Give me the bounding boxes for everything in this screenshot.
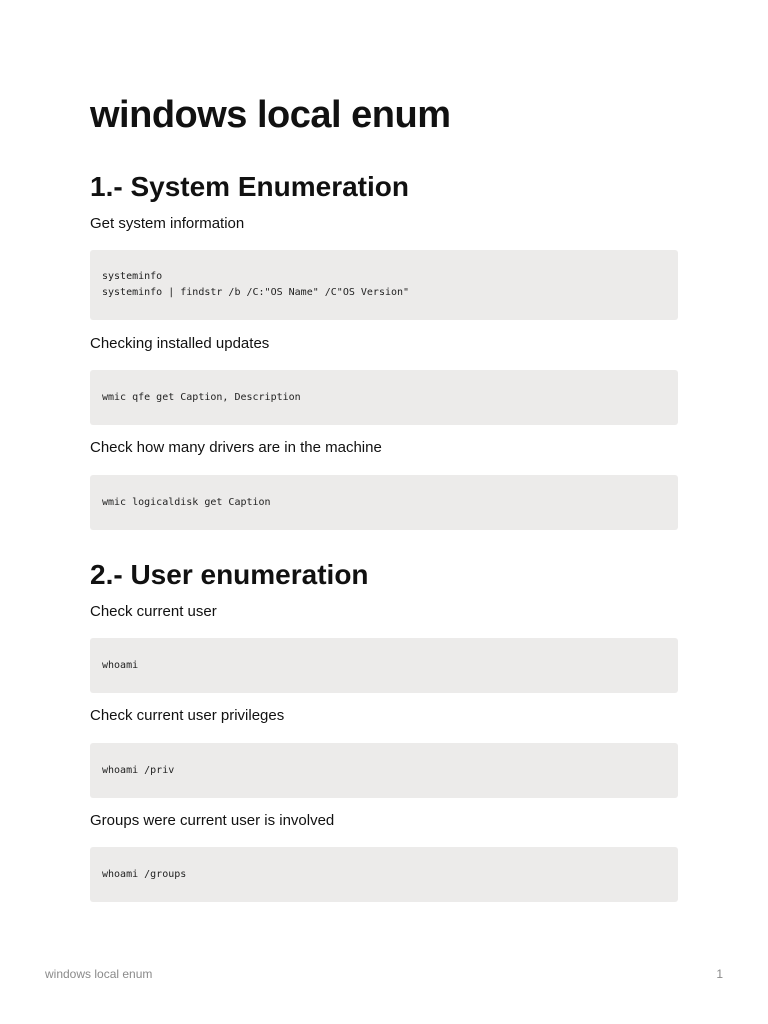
code-block-systeminfo[interactable] <box>90 250 678 320</box>
code-line: wmic qfe get Caption, Description <box>102 391 301 403</box>
paragraph-checking-installed-updates: Checking installed updates <box>90 335 270 352</box>
page-title: windows local enum <box>90 94 451 136</box>
code-block-whoami-groups[interactable] <box>90 847 678 902</box>
footer-document-title: windows local enum <box>45 967 153 981</box>
code-line: whoami <box>102 659 139 671</box>
code-line: whoami /priv <box>102 764 175 776</box>
code-block-whoami-priv[interactable] <box>90 743 678 798</box>
code-block-wmic-qfe[interactable] <box>90 370 678 425</box>
footer-page-number: 1 <box>716 967 723 981</box>
paragraph-groups: Groups were current user is involved <box>90 812 335 829</box>
code-line: systeminfo | findstr /b /C:"OS Name" /C"OS Version" <box>102 287 410 298</box>
code-line: whoami /groups <box>102 868 187 880</box>
paragraph-check-current-user: Check current user <box>90 603 217 620</box>
section-heading-user-enumeration: 2.- User enumeration <box>90 559 369 590</box>
code-block-whoami[interactable] <box>90 638 678 693</box>
paragraph-get-system-information: Get system information <box>90 215 245 232</box>
section-heading-system-enumeration: 1.- System Enumeration <box>90 171 409 202</box>
code-line: wmic logicaldisk get Caption <box>102 496 271 508</box>
paragraph-check-drivers: Check how many drivers are in the machine <box>90 439 382 456</box>
code-line: systeminfo <box>102 271 163 282</box>
code-block-wmic-logicaldisk[interactable] <box>90 475 678 530</box>
paragraph-check-privileges: Check current user privileges <box>90 707 285 724</box>
